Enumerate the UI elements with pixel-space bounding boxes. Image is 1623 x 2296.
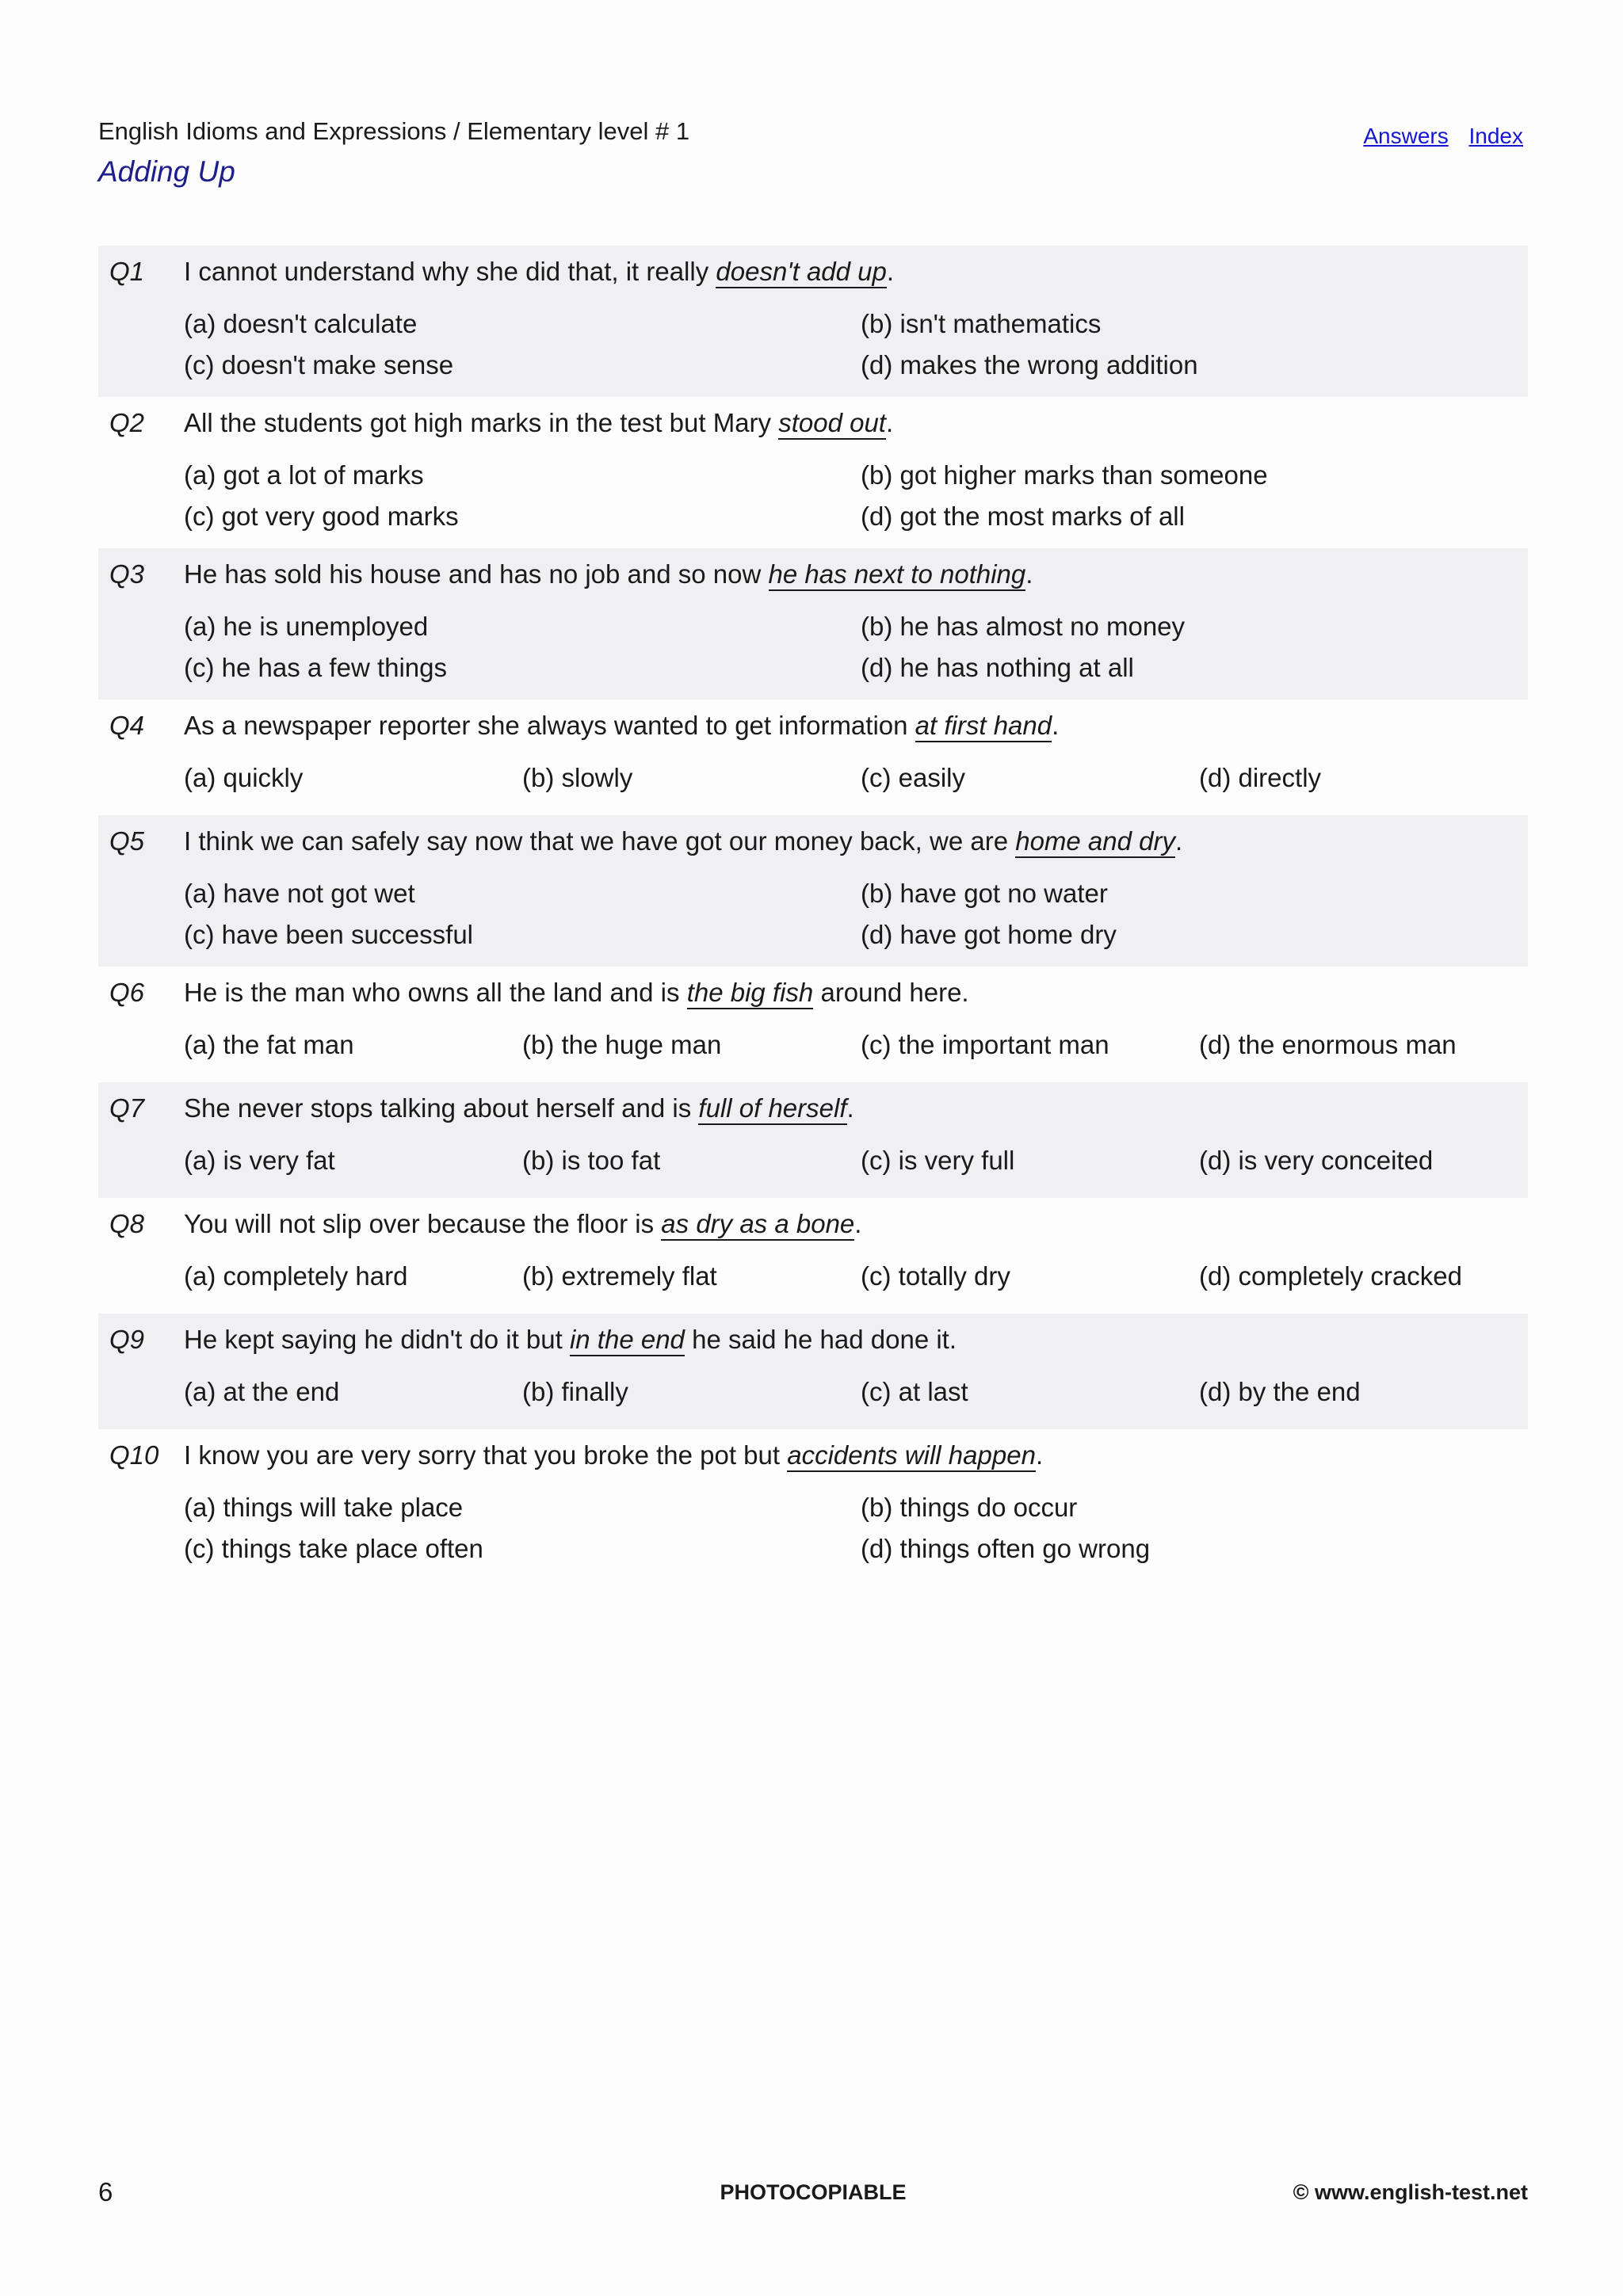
option-a[interactable]: (a) have not got wet <box>184 879 415 908</box>
question-number: Q1 <box>109 257 145 286</box>
stem-text-end: . <box>886 257 895 286</box>
option-c[interactable]: (c) is very full <box>861 1146 1015 1175</box>
stem-text-end: . <box>1052 711 1060 740</box>
question-stem <box>184 826 1182 856</box>
option-b[interactable]: (b) the huge man <box>522 1030 722 1059</box>
stem-text-end: . <box>846 1093 854 1123</box>
question-number: Q3 <box>109 559 145 589</box>
question-list <box>98 246 1528 1581</box>
option-a[interactable]: (a) the fat man <box>184 1030 354 1059</box>
option-c[interactable]: (c) have been successful <box>184 920 474 949</box>
answer-options <box>184 1146 1523 1187</box>
option-a[interactable]: (a) doesn't calculate <box>184 309 418 338</box>
question-stem <box>184 1325 957 1355</box>
stem-text-end: . <box>1175 826 1183 856</box>
worksheet-title: Adding Up <box>98 155 235 188</box>
option-c[interactable]: (c) got very good marks <box>184 502 459 531</box>
option-a[interactable]: (a) quickly <box>184 763 304 792</box>
option-d[interactable]: (d) have got home dry <box>861 920 1117 949</box>
worksheet-page <box>98 0 1528 2296</box>
question-item <box>98 246 1528 397</box>
option-b[interactable]: (b) finally <box>522 1377 628 1406</box>
option-a[interactable]: (a) things will take place <box>184 1493 464 1522</box>
stem-text: I think we can safely say now that we have got our money back, we are <box>184 826 1016 856</box>
photocopiable-label: PHOTOCOPIABLE <box>720 2180 907 2204</box>
index-link[interactable]: Index <box>1468 124 1523 148</box>
question-item <box>98 397 1528 548</box>
option-c[interactable]: (c) the important man <box>861 1030 1109 1059</box>
answer-options <box>184 460 1523 543</box>
question-number: Q7 <box>109 1093 145 1123</box>
question-stem <box>184 559 1033 589</box>
option-b[interactable]: (b) have got no water <box>861 879 1108 908</box>
option-c[interactable]: (c) doesn't make sense <box>184 350 454 379</box>
idiom-phrase: he has next to nothing <box>769 559 1026 591</box>
copyright-notice: © www.english-test.net <box>1293 2180 1528 2204</box>
question-stem <box>184 257 894 287</box>
answer-options <box>184 1030 1523 1071</box>
page-footer <box>98 2177 1528 2209</box>
idiom-phrase: as dry as a bone <box>661 1209 854 1241</box>
stem-text: She never stops talking about herself and is <box>184 1093 699 1123</box>
question-item <box>98 548 1528 700</box>
stem-text-end: . <box>1035 1440 1044 1470</box>
question-item <box>98 1198 1528 1314</box>
option-d[interactable]: (d) is very conceited <box>1199 1146 1434 1175</box>
idiom-phrase: the big fish <box>687 978 814 1009</box>
option-a[interactable]: (a) completely hard <box>184 1261 408 1291</box>
question-number: Q6 <box>109 978 145 1007</box>
option-d[interactable]: (d) things often go wrong <box>861 1534 1151 1563</box>
question-number: Q9 <box>109 1325 145 1354</box>
question-item <box>98 700 1528 815</box>
idiom-phrase: in the end <box>570 1325 685 1356</box>
option-b[interactable]: (b) things do occur <box>861 1493 1078 1522</box>
option-d[interactable]: (d) he has nothing at all <box>861 653 1134 682</box>
question-stem <box>184 1209 861 1239</box>
page-number: 6 <box>98 2177 113 2206</box>
question-item <box>98 1429 1528 1581</box>
stem-text-end: . <box>885 408 894 437</box>
question-number: Q4 <box>109 711 145 740</box>
option-a[interactable]: (a) is very fat <box>184 1146 335 1175</box>
option-b[interactable]: (b) slowly <box>522 763 633 792</box>
stem-text: I know you are very sorry that you broke the pot but <box>184 1440 788 1470</box>
question-item <box>98 1082 1528 1198</box>
stem-text: You will not slip over because the floor is <box>184 1209 662 1238</box>
option-b[interactable]: (b) he has almost no money <box>861 612 1186 641</box>
option-c[interactable]: (c) at last <box>861 1377 968 1406</box>
answer-options <box>184 612 1523 694</box>
option-c[interactable]: (c) totally dry <box>861 1261 1010 1291</box>
idiom-phrase: full of herself <box>698 1093 846 1125</box>
stem-text: I cannot understand why she did that, it really <box>184 257 716 286</box>
idiom-phrase: home and dry <box>1015 826 1175 858</box>
option-d[interactable]: (d) by the end <box>1199 1377 1361 1406</box>
stem-text: He has sold his house and has no job and so now <box>184 559 769 589</box>
option-a[interactable]: (a) at the end <box>184 1377 340 1406</box>
answer-options <box>184 879 1523 961</box>
answers-link[interactable]: Answers <box>1363 124 1449 148</box>
stem-text: He is the man who owns all the land and is <box>184 978 687 1007</box>
answer-options <box>184 763 1523 804</box>
option-b[interactable]: (b) isn't mathematics <box>861 309 1102 338</box>
option-d[interactable]: (d) the enormous man <box>1199 1030 1457 1059</box>
question-stem <box>184 408 893 438</box>
idiom-phrase: at first hand <box>915 711 1052 742</box>
stem-text-end: he said he had done it. <box>684 1325 957 1354</box>
question-item <box>98 815 1528 967</box>
option-c[interactable]: (c) he has a few things <box>184 653 447 682</box>
option-d[interactable]: (d) makes the wrong addition <box>861 350 1198 379</box>
question-number: Q2 <box>109 408 145 437</box>
question-item <box>98 1314 1528 1429</box>
question-stem <box>184 1440 1043 1470</box>
option-c[interactable]: (c) things take place often <box>184 1534 483 1563</box>
option-c[interactable]: (c) easily <box>861 763 966 792</box>
worksheet-subtitle: English Idioms and Expressions / Elementary level # 1 <box>98 117 690 145</box>
idiom-phrase: accidents will happen <box>787 1440 1036 1472</box>
answer-options <box>184 1377 1523 1418</box>
question-item <box>98 967 1528 1082</box>
option-d[interactable]: (d) completely cracked <box>1199 1261 1462 1291</box>
idiom-phrase: stood out <box>778 408 886 440</box>
question-stem <box>184 711 1059 741</box>
option-a[interactable]: (a) he is unemployed <box>184 612 429 641</box>
answer-options <box>184 1493 1523 1575</box>
question-number: Q10 <box>109 1440 159 1470</box>
stem-text: As a newspaper reporter she always wanted to get information <box>184 711 915 740</box>
question-stem <box>184 978 969 1008</box>
stem-text: He kept saying he didn't do it but <box>184 1325 570 1354</box>
page-header <box>98 117 1528 204</box>
option-b[interactable]: (b) got higher marks than someone <box>861 460 1268 490</box>
option-b[interactable]: (b) extremely flat <box>522 1261 717 1291</box>
question-stem <box>184 1093 854 1123</box>
stem-text-end: . <box>854 1209 862 1238</box>
stem-text: All the students got high marks in the test but Mary <box>184 408 779 437</box>
answer-options <box>184 309 1523 391</box>
idiom-phrase: doesn't add up <box>716 257 886 288</box>
answer-options <box>184 1261 1523 1302</box>
option-d[interactable]: (d) got the most marks of all <box>861 502 1185 531</box>
question-number: Q8 <box>109 1209 145 1238</box>
option-d[interactable]: (d) directly <box>1199 763 1322 792</box>
stem-text-end: . <box>1025 559 1033 589</box>
option-b[interactable]: (b) is too fat <box>522 1146 661 1175</box>
header-links <box>1349 124 1523 149</box>
option-a[interactable]: (a) got a lot of marks <box>184 460 424 490</box>
question-number: Q5 <box>109 826 145 856</box>
stem-text-end: around here. <box>813 978 969 1007</box>
